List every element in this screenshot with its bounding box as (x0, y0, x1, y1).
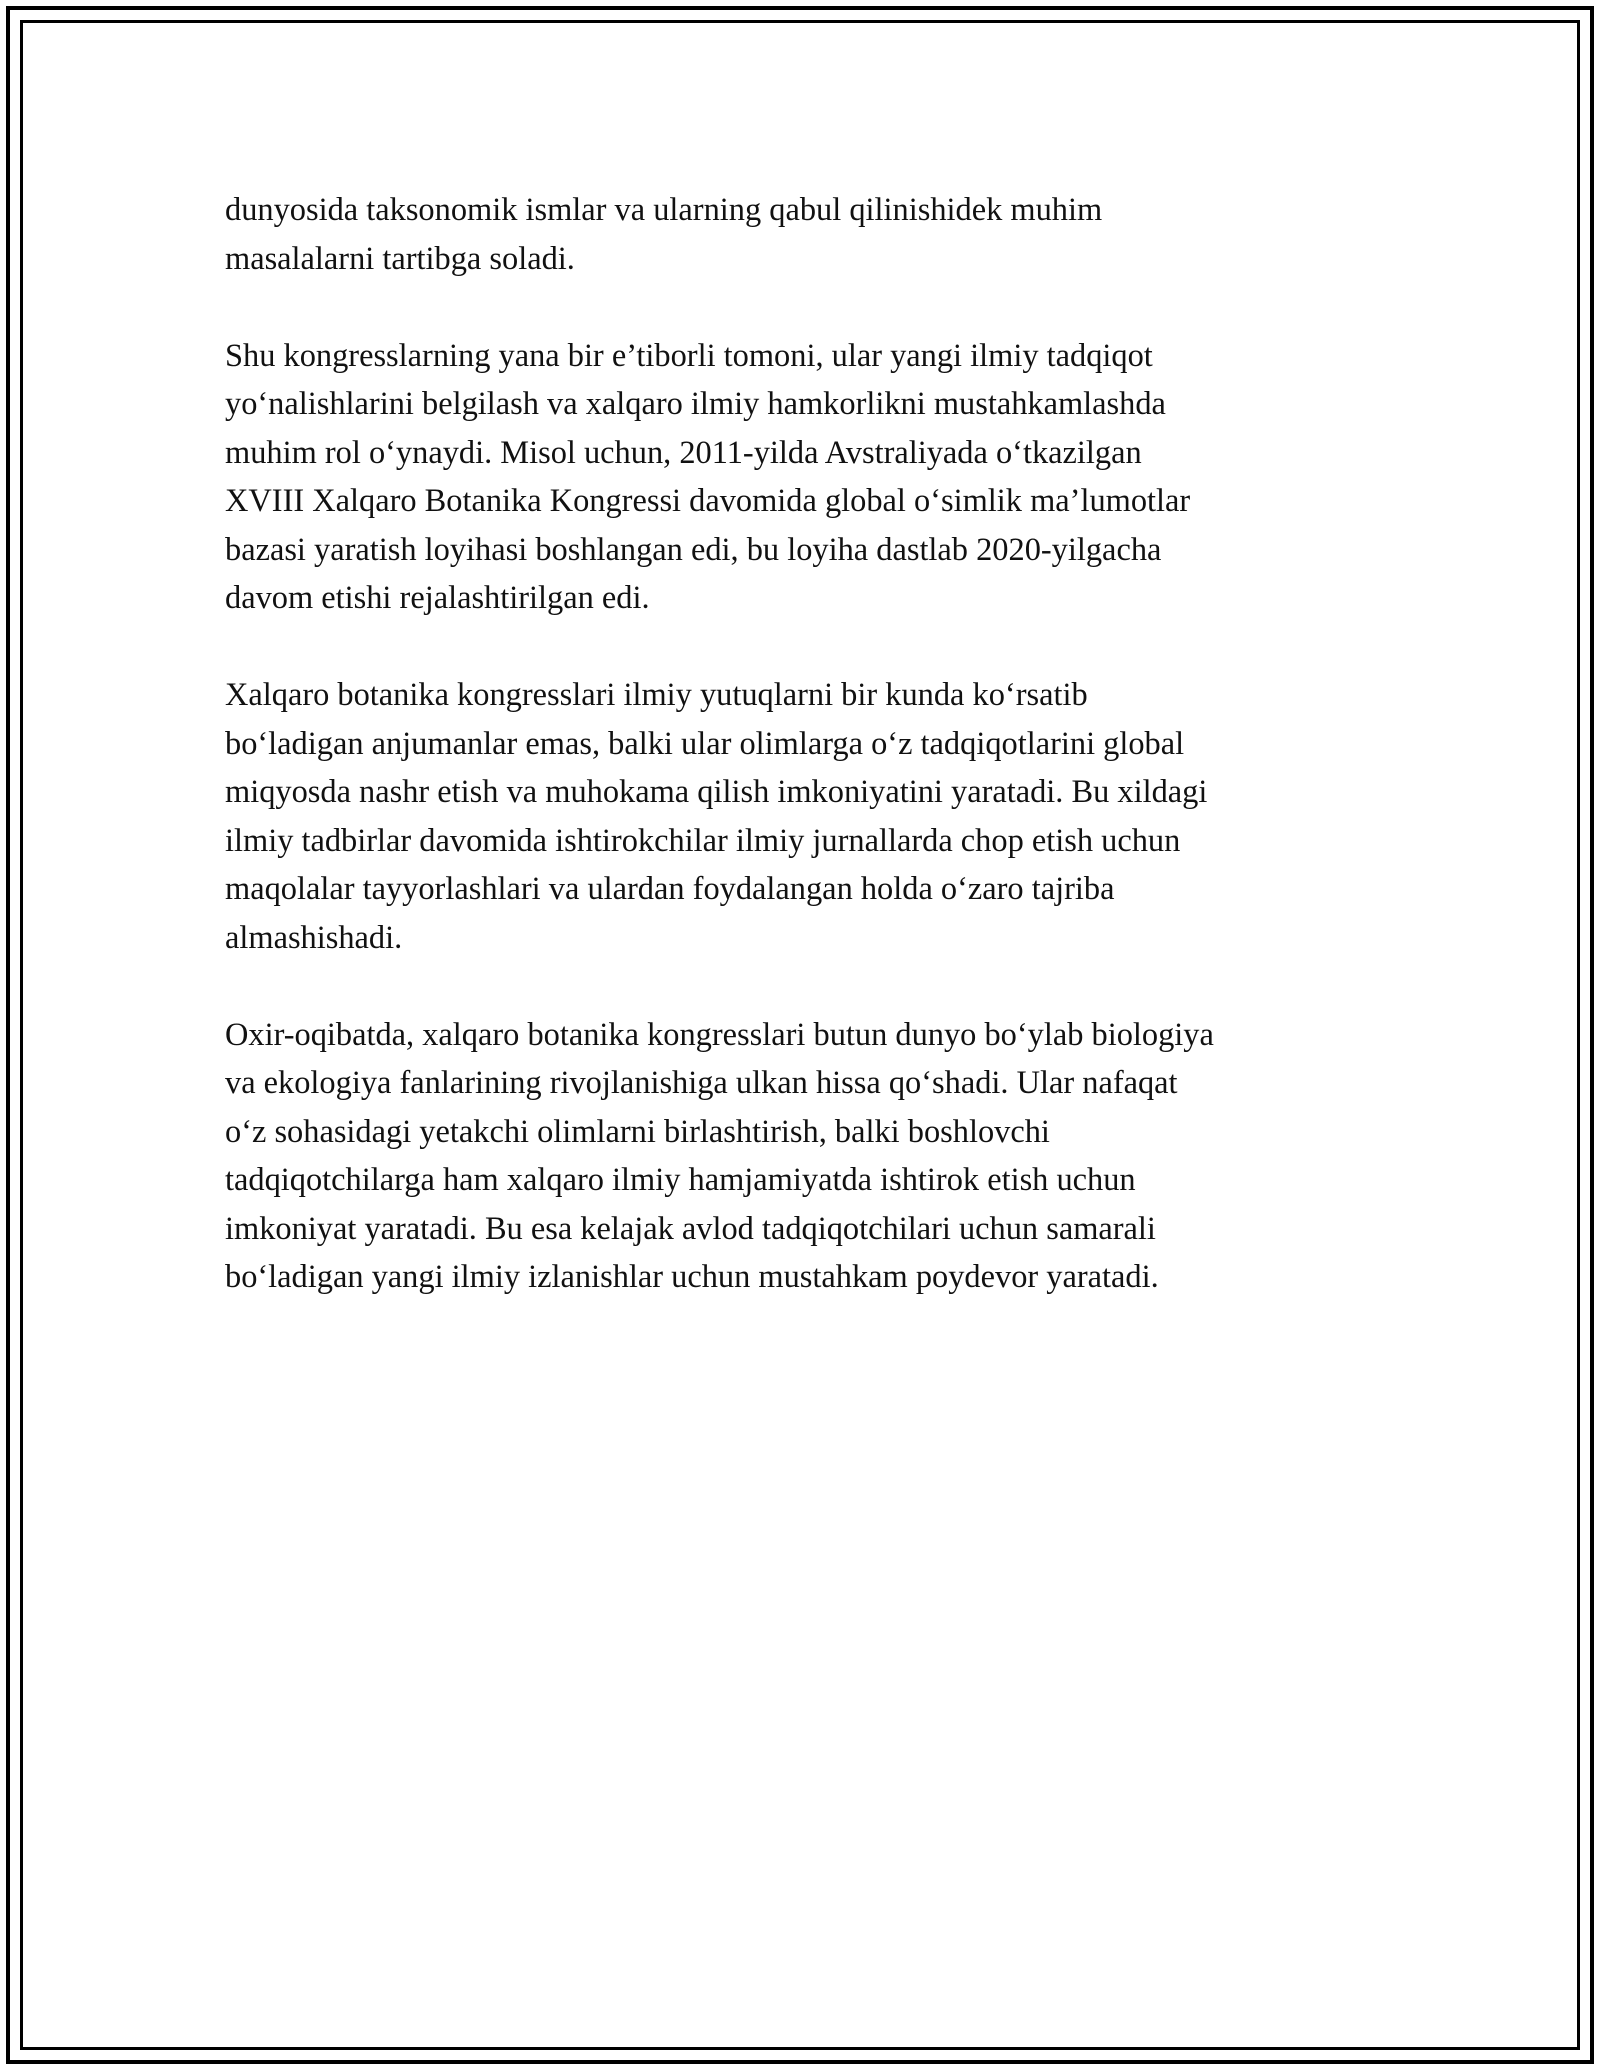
paragraph-3: Xalqaro botanika kongresslari ilmiy yutuqlarni bir kunda ko‘rsatib bo‘ladigan anjumanlar emas, balki ular olimlarga o‘z tadqiqotlarini global miqyosda nashr etish va muhokama qilish imkoniyatini yaratadi. Bu xildagi ilmiy tadbirlar davomida ishtirokchilar ilmiy jurnallarda chop etish uchun maqolalar tayyorlashlari va ulardan foydalangan holda o‘zaro tajriba almashishadi. (225, 677, 1208, 956)
paragraph-2: Shu kongresslarning yana bir e’tiborli tomoni, ular yangi ilmiy tadqiqot yo‘nalishlarini belgilash va xalqaro ilmiy hamkorlikni mustahkamlashda muhim rol o‘ynaydi. Misol uchun, 2011-yilda Avstraliyada o‘tkazilgan XVIII Xalqaro Botanika Kongressi davomida global o‘simlik ma’lumotlar bazasi yaratish loyihasi boshlangan edi, bu loyiha dastlab 2020-yilgacha davom etishi rejalashtirilgan edi. (225, 337, 1191, 616)
paragraph-1: dunyosida taksonomik ismlar va ularning qabul qilinishidek muhim masalalarni tartibga soladi. (225, 192, 1103, 277)
paragraph-4: Oxir-oqibatda, xalqaro botanika kongresslari butun dunyo bo‘ylab biologiya va ekologiya fanlarining rivojlanishiga ulkan hissa qo‘shadi. Ular nafaqat o‘z sohasidagi yetakchi olimlarni birlashtirish, balki boshlovchi tadqiqotchilarga ham xalqaro ilmiy hamjamiyatda ishtirok etish uchun imkoniyat yaratadi. Bu esa kelajak avlod tadqiqotchilari uchun samarali bo‘ladigan yangi ilmiy izlanishlar uchun mustahkam poydevor yaratadi. (225, 1016, 1214, 1295)
document-body (225, 186, 1405, 1350)
